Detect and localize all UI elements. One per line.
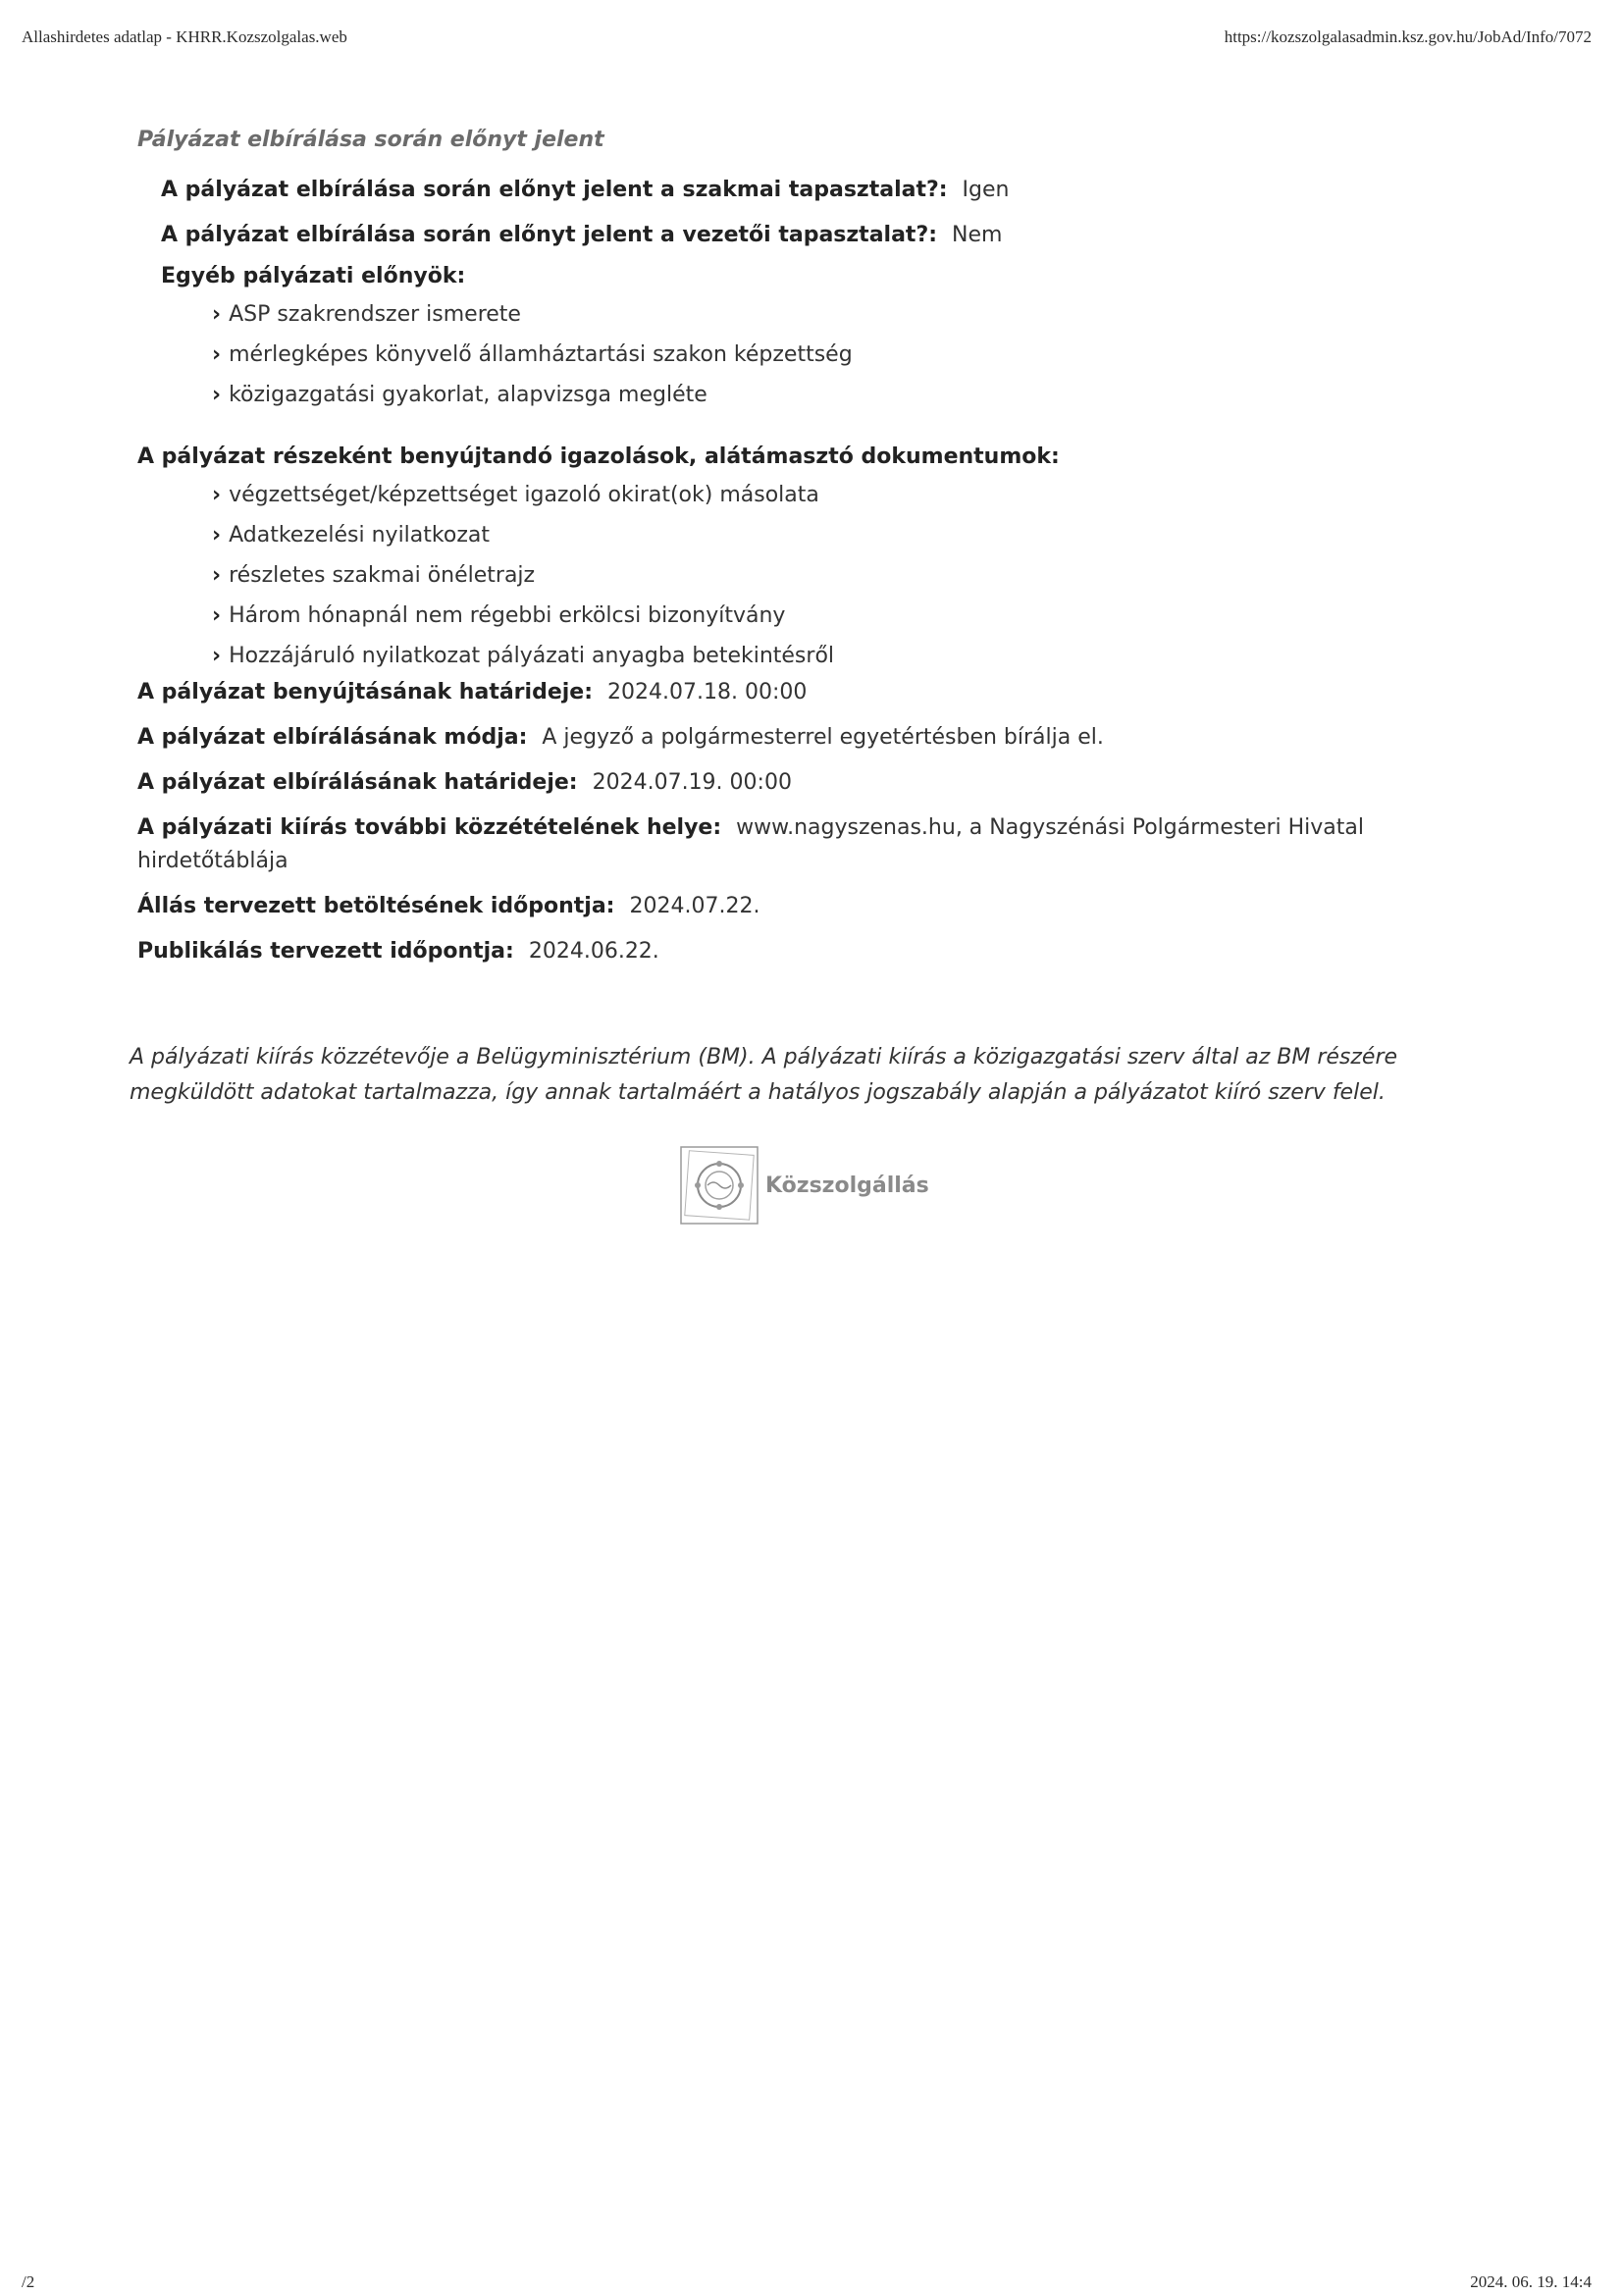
- evaluation-deadline-value: 2024.07.19. 00:00: [592, 770, 792, 795]
- submission-deadline-label: A pályázat benyújtásának határideje:: [137, 680, 593, 704]
- professional-experience-value: Igen: [962, 178, 1010, 202]
- list-item: [212, 475, 1472, 515]
- publication-place-label: A pályázati kiírás további közzétételének helye:: [137, 815, 722, 840]
- chevron-right-icon: ›: [212, 563, 222, 588]
- chevron-right-icon: ›: [212, 523, 222, 548]
- documents-list: [212, 475, 1472, 676]
- professional-experience-label: A pályázat elbírálása során előnyt jelent a szakmai tapasztalat?:: [161, 178, 948, 202]
- chevron-right-icon: ›: [212, 383, 222, 407]
- evaluation-method-value: A jegyző a polgármesterrel egyetértésben bírálja el.: [542, 725, 1104, 750]
- list-item-text: mérlegképes könyvelő államháztartási szakon képzettség: [229, 342, 853, 367]
- managerial-experience-label: A pályázat elbírálása során előnyt jelent a vezetői tapasztalat?:: [161, 223, 938, 247]
- chevron-right-icon: ›: [212, 342, 222, 367]
- publisher-disclaimer: A pályázati kiírás közzétevője a Belügyminisztérium (BM). A pályázati kiírás a közigazgatási szerv által az BM részére megküldött adatokat tartalmazza, így annak tartalmáért a hatályos jogszabály alapján a pályázatot kiíró szerv felel.: [130, 1045, 1398, 1105]
- planned-fill-date-row: [137, 890, 1472, 923]
- list-item: [212, 515, 1472, 555]
- list-item-text: részletes szakmai önéletrajz: [229, 563, 536, 588]
- other-advantages-label: Egyéb pályázati előnyök:: [161, 264, 466, 288]
- planned-publish-date-row: [137, 935, 1472, 968]
- planned-fill-date-value: 2024.07.22.: [629, 894, 760, 918]
- planned-publish-date-value: 2024.06.22.: [528, 939, 659, 964]
- advantages-section-title: Pályázat elbírálása során előnyt jelent: [137, 128, 604, 152]
- kozszolgalas-logo-icon: [677, 1143, 761, 1227]
- planned-fill-date-label: Állás tervezett betöltésének időpontja:: [137, 894, 615, 918]
- print-header-url: https://kozszolgalasadmin.ksz.gov.hu/JobAd/Info/7072: [1224, 27, 1592, 46]
- page-number: /2: [22, 2272, 35, 2291]
- list-item: [212, 596, 1472, 636]
- list-item: [212, 294, 1472, 335]
- publication-place-row: [137, 811, 1472, 878]
- list-item-text: ASP szakrendszer ismerete: [229, 302, 521, 327]
- chevron-right-icon: ›: [212, 603, 222, 628]
- evaluation-deadline-row: [137, 766, 1472, 800]
- logo-text: Közszolgállás: [765, 1173, 929, 1198]
- planned-publish-date-label: Publikálás tervezett időpontja:: [137, 939, 514, 964]
- evaluation-method-row: [137, 721, 1472, 755]
- kozszolgalas-logo: [677, 1143, 929, 1227]
- other-advantages-list: [212, 294, 1472, 415]
- evaluation-deadline-label: A pályázat elbírálásának határideje:: [137, 770, 578, 795]
- managerial-experience-value: Nem: [952, 223, 1003, 247]
- list-item-text: Hozzájáruló nyilatkozat pályázati anyagba betekintésről: [229, 644, 835, 668]
- list-item: [212, 335, 1472, 375]
- list-item: [212, 375, 1472, 415]
- list-item-text: végzettséget/képzettséget igazoló okirat(ok) másolata: [229, 483, 819, 507]
- chevron-right-icon: ›: [212, 644, 222, 668]
- documents-label: A pályázat részeként benyújtandó igazolások, alátámasztó dokumentumok:: [137, 444, 1060, 469]
- evaluation-method-label: A pályázat elbírálásának módja:: [137, 725, 528, 750]
- list-item: [212, 555, 1472, 596]
- list-item-text: közigazgatási gyakorlat, alapvizsga megléte: [229, 383, 707, 407]
- print-timestamp: 2024. 06. 19. 14:4: [1470, 2272, 1592, 2291]
- list-item: [212, 636, 1472, 676]
- managerial-experience-row: [137, 219, 1472, 252]
- submission-deadline-row: [137, 676, 1472, 709]
- job-ad-details: [137, 128, 1472, 980]
- chevron-right-icon: ›: [212, 302, 222, 327]
- submission-deadline-value: 2024.07.18. 00:00: [607, 680, 808, 704]
- list-item-text: Adatkezelési nyilatkozat: [229, 523, 490, 548]
- chevron-right-icon: ›: [212, 483, 222, 507]
- publication-place-value: www.nagyszenas.hu, a Nagyszénási Polgármesteri Hivatal hirdetőtáblája: [137, 815, 1365, 873]
- print-header-title: Allashirdetes adatlap - KHRR.Kozszolgalas.web: [22, 27, 347, 46]
- list-item-text: Három hónapnál nem régebbi erkölcsi bizonyítvány: [229, 603, 786, 628]
- professional-experience-row: [137, 174, 1472, 207]
